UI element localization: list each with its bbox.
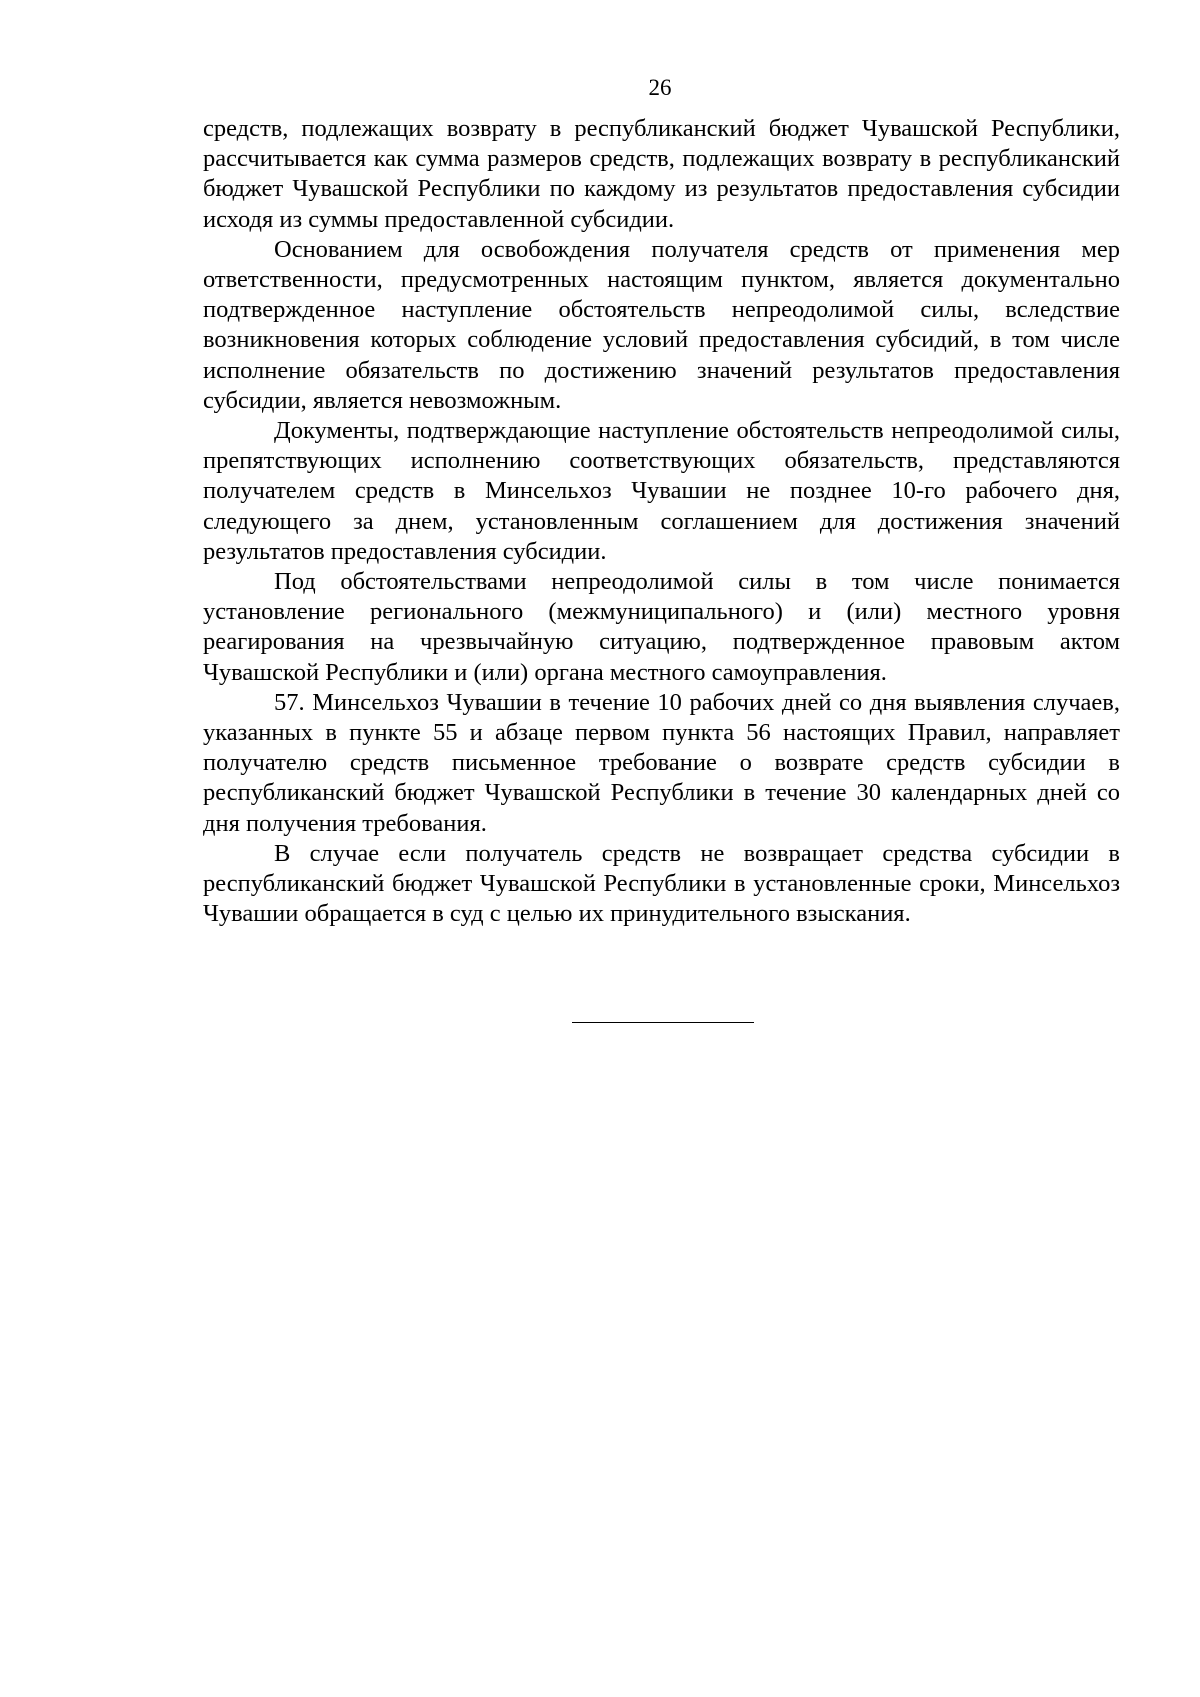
paragraph-continuation: средств, подлежащих возврату в республиканский бюджет Чувашской Республики, рассчитывается как сумма размеров средств, подлежащих возврату в республиканский бюджет Чувашской Республики по каждому из результатов предоставления субсидии исходя из суммы предоставленной субсидии. bbox=[203, 115, 1120, 233]
page-number: 26 bbox=[648, 75, 672, 100]
paragraph-force-majeure-definition: Под обстоятельствами непреодолимой силы в том числе понимается установление регионального (межмуниципального) и (или) местного уровня реагирования на чрезвычайную ситуацию, подтвержденное правовым актом Чувашской Республики и (или) органа местного самоуправления. bbox=[203, 568, 1120, 686]
paragraph-item-57: 57. Минсельхоз Чувашии в течение 10 рабочих дней со дня выявления случаев, указанных в пункте 55 и абзаце первом пункта 56 настоящих Правил, направляет получателю средств письменное требование о возврате средств субсидии в республиканский бюджет Чувашской Республики в течение 30 календарных дней со дня получения требования. bbox=[203, 688, 1120, 837]
end-of-document-rule bbox=[572, 1022, 754, 1023]
paragraph-court-recovery: В случае если получатель средств не возвращает средства субсидии в республиканский бюджет Чувашской Республики в установленные сроки, Минсельхоз Чувашии обращается в суд с целью их принудительного взыскания. bbox=[203, 839, 1120, 928]
paragraph-force-majeure-documents: Документы, подтверждающие наступление обстоятельств непреодолимой силы, препятствующих исполнению соответствующих обязательств, представляются получателем средств в Минсельхоз Чувашии не позднее 10-го рабочего дня, следующего за днем, установленным соглашением для достижения значений результатов предоставления субсидии. bbox=[203, 417, 1120, 565]
document-body bbox=[203, 114, 1120, 929]
paragraph-force-majeure-exemption: Основанием для освобождения получателя средств от применения мер ответственности, предусмотренных настоящим пунктом, является документально подтвержденное наступление обстоятельств непреодолимой силы, вследствие возникновения которых соблюдение условий предоставления субсидий, в том числе исполнение обязательств по достижению значений результатов предоставления субсидии, является невозможным. bbox=[203, 235, 1120, 414]
